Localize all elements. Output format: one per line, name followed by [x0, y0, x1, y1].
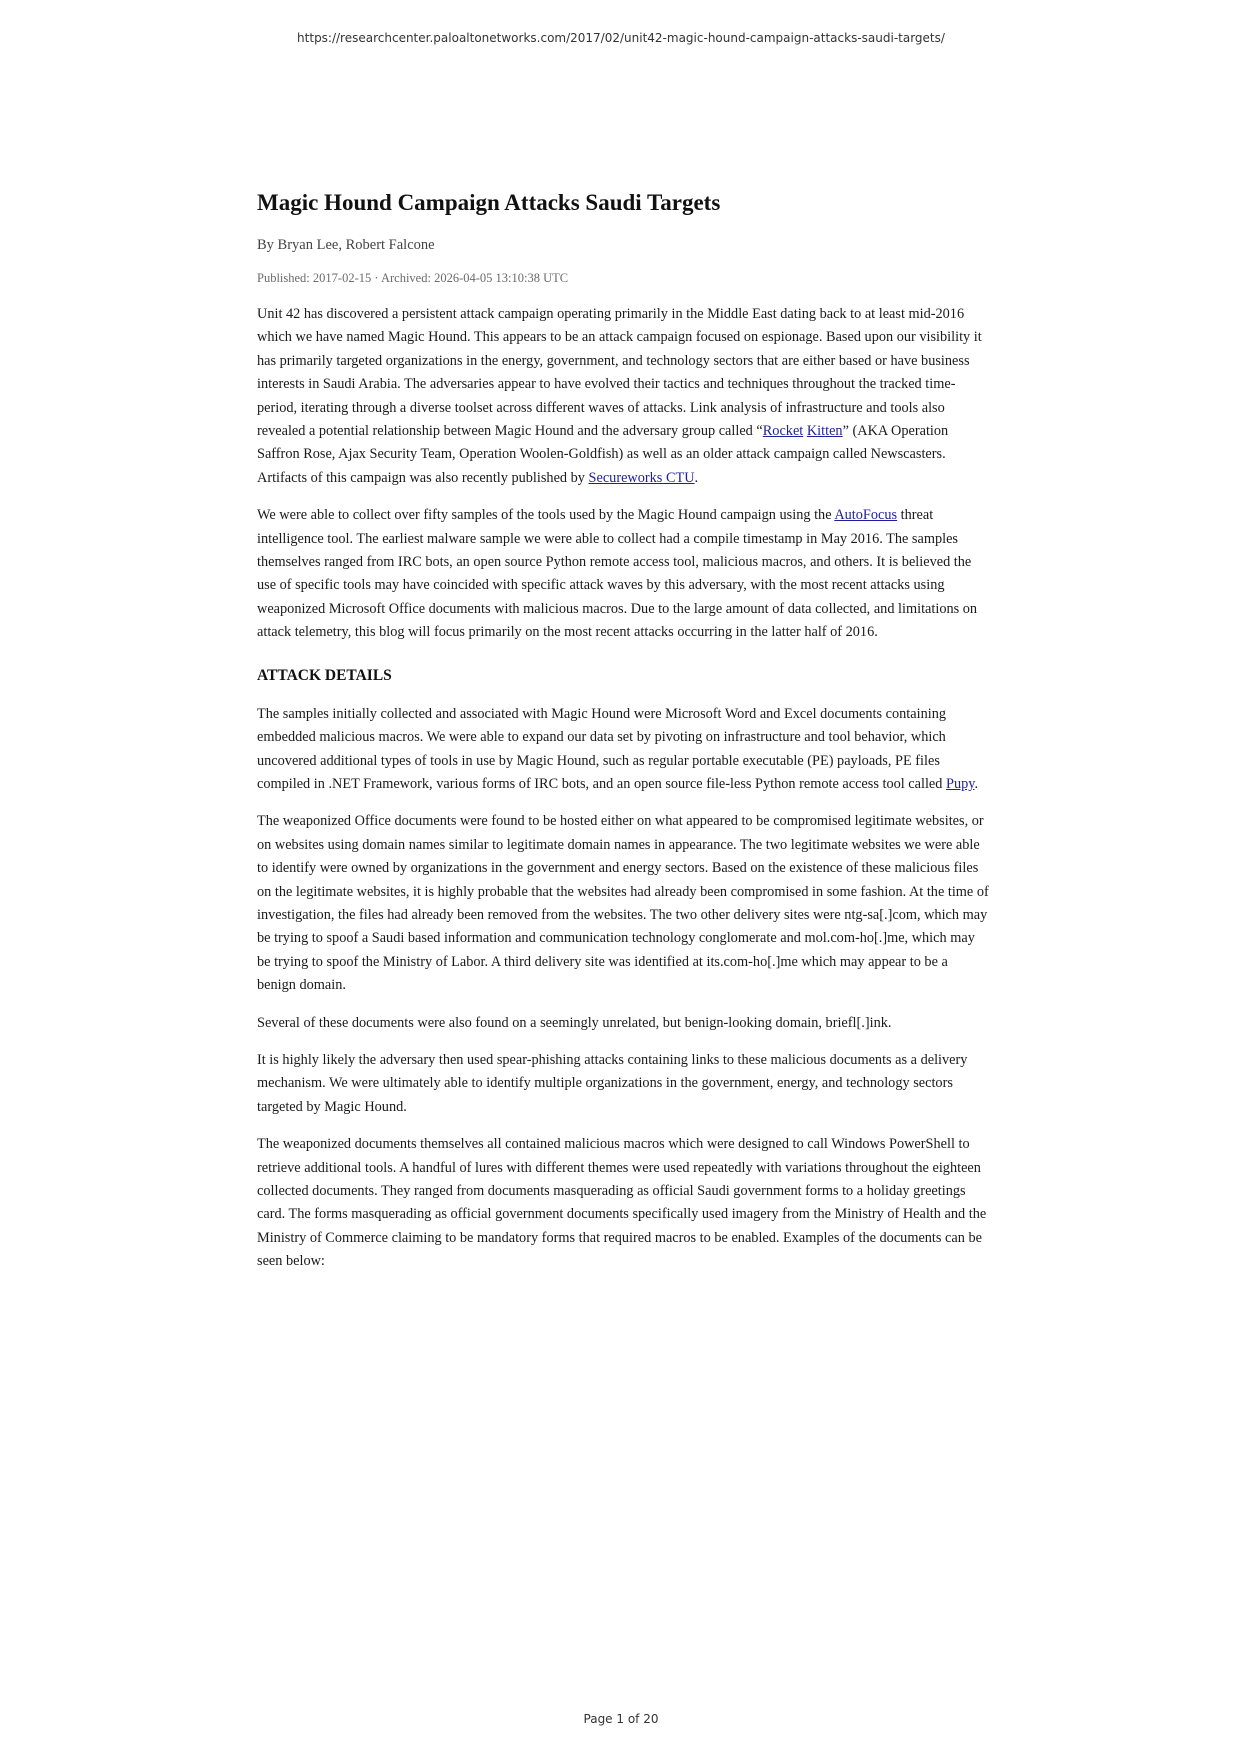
article: [257, 188, 989, 1288]
paragraph-text: .: [974, 775, 979, 792]
paragraph-initial-samples: [257, 703, 989, 797]
paragraph-text: The samples initially collected and associated with Magic Hound were Microsoft Word and Excel documents containing embedded malicious macros. We were able to expand our data set by pivoting on infrastructure and tool behavior, which uncovered additional types of tools in use by Magic Hound, such as regular portable executable (PE) payloads, PE files compiled in .NET Framework, various forms of IRC bots, and an open source file-less Python remote access tool called: [257, 705, 947, 792]
paragraph-text: ” (AKA Operation Saffron Rose, Ajax Security Team, Operation Woolen-Goldfish) as well as an older attack campaign called Newscasters. Artifacts of this campaign was also recently published by: [257, 423, 949, 486]
paragraph-text: We were able to collect over fifty samples of the tools used by the Magic Hound campaign using the: [257, 507, 835, 524]
paragraph-briefl: Several of these documents were also found on a seemingly unrelated, but benign-looking domain, briefl[.]ink.: [257, 1014, 892, 1031]
paragraph-macros: The weaponized documents themselves all contained malicious macros which were designed to call Windows PowerShell to retrieve additional tools. A handful of lures with different themes were used repeatedly with variations throughout the eighteen collected documents. They ranged from documents masquerading as official Saudi government forms to a holiday greetings card. The forms masquerading as official government documents specifically used imagery from the Ministry of Health and the Ministry of Commerce claiming to be mandatory forms that required macros to be enabled. Examples of the documents can be seen below:: [257, 1136, 987, 1270]
source-url: https://researchcenter.paloaltonetworks.com/2017/02/unit42-magic-hound-campaign-attacks-saudi-targets/: [297, 31, 945, 45]
article-title: Magic Hound Campaign Attacks Saudi Targets: [257, 190, 721, 215]
page-number: Page 1 of 20: [583, 1712, 659, 1726]
article-meta: Published: 2017-02-15 · Archived: 2026-04-05 13:10:38 UTC: [257, 271, 569, 285]
kitten-link[interactable]: Kitten: [806, 423, 843, 440]
paragraph-hosting: The weaponized Office documents were found to be hosted either on what appeared to be compromised legitimate websites, or on websites using domain names similar to legitimate domain names in appearance. The two legitimate websites we were able to identify were owned by organizations in the government and energy sectors. Based on the existence of these malicious files on the legitimate websites, it is highly probable that the websites had already been compromised in some fashion. At the time of investigation, the files had already been removed from the websites. The two other delivery sites were ntg-sa[.]com, which may be trying to spoof a Saudi based information and communication technology conglomerate and mol.com-ho[.]me, which may be trying to spoof the Ministry of Labor. A third delivery site was identified at its.com-ho[.]me which may appear to be a benign domain.: [257, 813, 989, 994]
paragraph-text: .: [694, 469, 699, 486]
secureworks-ctu-link[interactable]: Secureworks CTU: [588, 469, 695, 486]
paragraph-intro: [257, 303, 989, 490]
paragraph-text: Unit 42 has discovered a persistent attack campaign operating primarily in the Middle East dating back to at least mid-2016 which we have named Magic Hound. This appears to be an attack campaign focused on espionage. Based upon our visibility it has primarily targeted organizations in the energy, government, and technology sectors that are either based or have business interests in Saudi Arabia. The adversaries appear to have evolved their tactics and techniques throughout the tracked time-period, iterating through a diverse toolset across different waves of attacks. Link analysis of infrastructure and tools also revealed a potential relationship between Magic Hound and the adversary group called “: [257, 306, 982, 440]
autofocus-link[interactable]: AutoFocus: [834, 507, 898, 524]
section-heading-attack-details: ATTACK DETAILS: [257, 666, 392, 684]
paragraph-spear-phishing: It is highly likely the adversary then used spear-phishing attacks containing links to these malicious documents as a delivery mechanism. We were ultimately able to identify multiple organizations in the government, energy, and technology sectors targeted by Magic Hound.: [257, 1051, 968, 1115]
paragraph-text: threat intelligence tool. The earliest malware sample we were able to collect had a compile timestamp in May 2016. The samples themselves ranged from IRC bots, an open source Python remote access tool, malicious macros, and others. It is believed the use of specific tools may have coincided with specific attack waves by this adversary, with the most recent attacks using weaponized Microsoft Office documents with malicious macros. Due to the large amount of data collected, and limitations on attack telemetry, this blog will focus primarily on the most recent attacks occurring in the latter half of 2016.: [257, 507, 978, 641]
rocket-link[interactable]: Rocket: [762, 423, 804, 440]
article-byline: By Bryan Lee, Robert Falcone: [257, 237, 435, 253]
pupy-link[interactable]: Pupy: [946, 775, 975, 792]
paragraph-samples: [257, 504, 989, 644]
